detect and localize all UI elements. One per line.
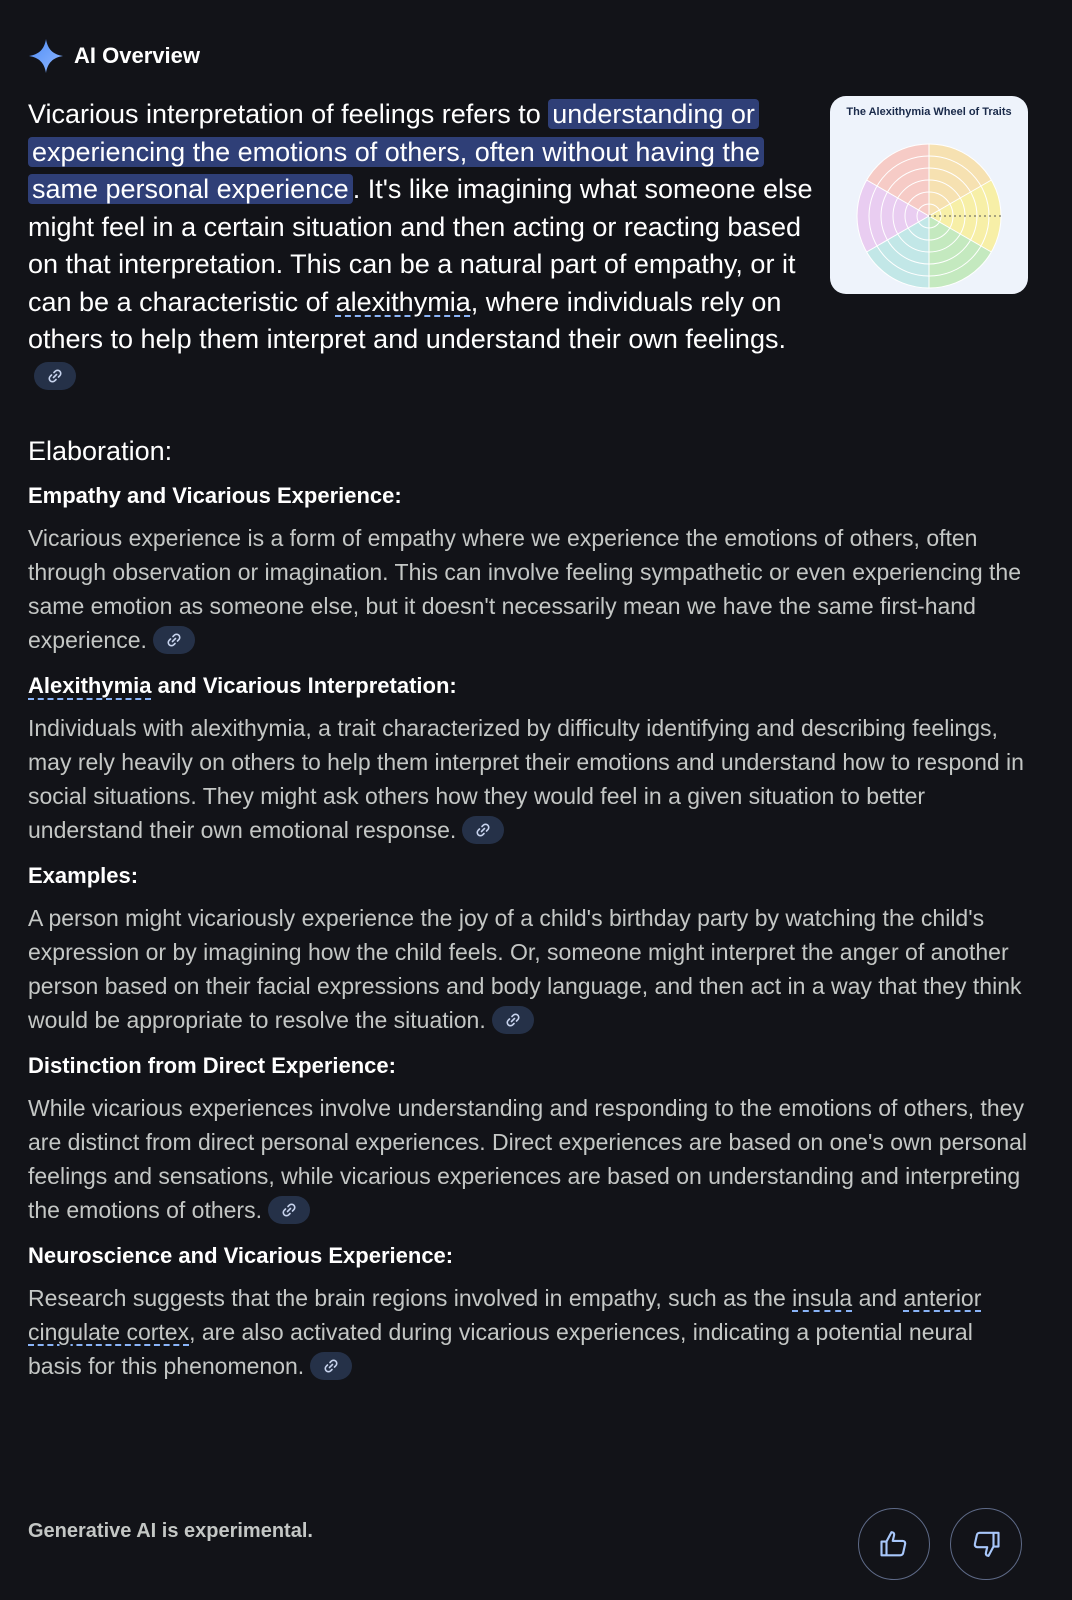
intro-tail: , where individuals rely on others to help them interpret and understand their own feelings. [28, 286, 786, 354]
section-text-tail: , are also activated during vicarious experiences, indicating a potential neural basis for this phenomenon. [28, 1319, 973, 1379]
experimental-note: Generative AI is experimental. [28, 1520, 313, 1542]
intro-lead: Vicarious interpretation of feelings refers to [28, 99, 549, 129]
section-body [28, 901, 1028, 1037]
section-body [28, 1281, 1028, 1383]
source-link-button[interactable] [492, 1006, 534, 1034]
intro-highlight: understanding or experiencing the emotions of others, often without having the same personal experience [28, 99, 764, 204]
thumbs-up-icon [879, 1529, 909, 1559]
section-body [28, 711, 1028, 847]
ai-overview-title: AI Overview [74, 43, 200, 68]
alexithymia-title-link[interactable]: Alexithymia [28, 673, 152, 698]
link-icon [475, 822, 491, 838]
thumbs-up-button[interactable] [858, 1508, 930, 1580]
traits-wheel-graphic [830, 96, 1028, 294]
intro-paragraph [28, 96, 818, 396]
link-icon [47, 368, 63, 384]
section-title-rest: and Vicarious Interpretation: [151, 673, 457, 698]
section-title: Neuroscience and Vicarious Experience: [28, 1243, 454, 1268]
section-alexithymia [28, 671, 1028, 847]
section-text-lead: Research suggests that the brain regions involved in empathy, such as the [28, 1285, 793, 1311]
alexithymia-wheel-thumbnail[interactable] [830, 96, 1028, 294]
section-text: Vicarious experience is a form of empathy where we experience the emotions of others, often through observation or imagination. This can involve feeling sympathetic or even experiencing the same emotion as someone else, but it doesn't necessarily mean we have the same first-hand experience. [28, 525, 1021, 653]
source-link-button[interactable] [34, 362, 76, 390]
elaboration-heading: Elaboration: [28, 436, 173, 466]
link-icon [166, 632, 182, 648]
source-link-button[interactable] [462, 816, 504, 844]
section-body [28, 521, 1028, 657]
source-link-button[interactable] [268, 1196, 310, 1224]
section-title: Empathy and Vicarious Experience: [28, 483, 402, 508]
section-text-mid: and [852, 1285, 904, 1311]
section-empathy [28, 481, 1028, 657]
thumbs-down-icon [971, 1529, 1001, 1559]
section-title [28, 671, 1028, 701]
source-link-button[interactable] [310, 1352, 352, 1380]
thumbnail-title: The Alexithymia Wheel of Traits [846, 106, 1012, 118]
section-examples [28, 861, 1028, 1037]
insula-link[interactable]: insula [792, 1285, 853, 1311]
section-title: Examples: [28, 863, 139, 888]
section-title: Distinction from Direct Experience: [28, 1053, 396, 1078]
ai-overview [28, 36, 1028, 1383]
ai-overview-header [28, 36, 1028, 76]
ai-overview-footer [28, 1500, 1028, 1580]
link-icon [323, 1358, 339, 1374]
source-link-button[interactable] [153, 626, 195, 654]
sparkle-icon [28, 38, 64, 74]
alexithymia-link[interactable]: alexithymia [335, 286, 471, 317]
intro-block [28, 96, 1028, 396]
anterior-cingulate-cortex-link[interactable]: anterior cingulate cortex [28, 1285, 982, 1345]
section-text: While vicarious experiences involve understanding and responding to the emotions of others, they are distinct from direct personal experiences. Direct experiences are based on one's own personal feelings and sensations, while vicarious experiences are based on understanding and interpreting the emotions of others. [28, 1095, 1028, 1223]
section-text: A person might vicariously experience the joy of a child's birthday party by watching the child's expression or by imagining how the child feels. Or, someone might interpret the anger of another person based on their facial expressions and body language, and then act in a way that they think would be appropriate to resolve the situation. [28, 905, 1022, 1033]
intro-after-highlight: . It's like imagining what someone else might feel in a certain situation and then acting or reacting based on that interpretation. This can be a natural part of empathy, or it can be a characteristic of [28, 174, 813, 317]
section-distinction [28, 1051, 1028, 1227]
section-neuroscience [28, 1241, 1028, 1383]
section-text: Individuals with alexithymia, a trait characterized by difficulty identifying and describing feelings, may rely heavily on others to help them interpret their emotions and understand how to respond in social situations. They might ask others how they would feel in a given situation to better understand their own emotional response. [28, 715, 1024, 843]
link-icon [505, 1012, 521, 1028]
section-body [28, 1091, 1028, 1227]
link-icon [281, 1202, 297, 1218]
thumbs-down-button[interactable] [950, 1508, 1022, 1580]
